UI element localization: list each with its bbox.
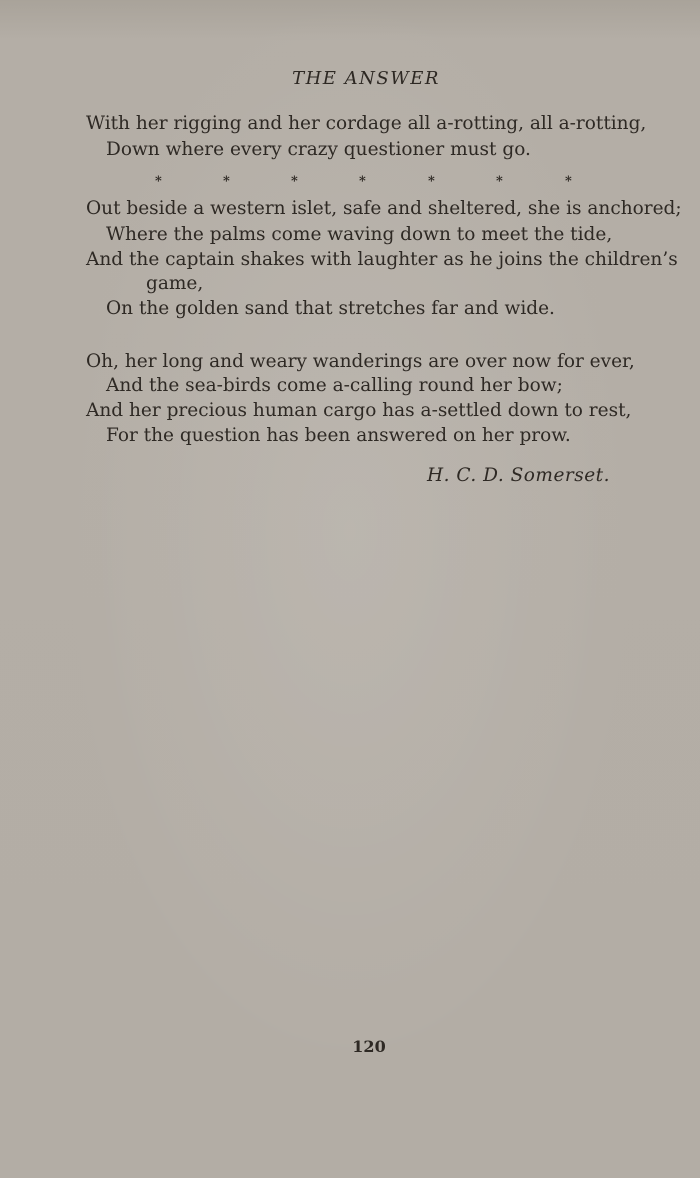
poem-line: Out beside a western islet, safe and sheltered, she is anchored; [86,198,682,219]
poem-line: And the captain shakes with laughter as he joins the children’s [86,249,678,270]
page-number: 120 [352,1037,386,1056]
separator-asterisk: * [428,174,435,189]
separator-asterisk: * [291,174,298,189]
poem-line: Down where every crazy questioner must go. [106,139,531,160]
separator-asterisk: * [565,174,572,189]
section-separator [0,174,700,194]
poem-line: game, [146,273,204,294]
author-signature: H. C. D. Somerset. [427,465,610,486]
poem-line: On the golden sand that stretches far and wide. [106,298,555,319]
poem-line: Where the palms come waving down to meet the tide, [106,224,613,245]
poem-line: For the question has been answered on her prow. [106,425,571,446]
separator-asterisk: * [223,174,230,189]
poem-line: With her rigging and her cordage all a-rotting, all a-rotting, [86,113,647,134]
separator-asterisk: * [155,174,162,189]
poem-line: And her precious human cargo has a-settled down to rest, [86,400,632,421]
poem-line: And the sea-birds come a-calling round her bow; [106,375,563,396]
running-head: THE ANSWER [292,68,440,89]
poem-line: Oh, her long and weary wanderings are over now for ever, [86,351,635,372]
separator-asterisk: * [496,174,503,189]
separator-asterisk: * [359,174,366,189]
